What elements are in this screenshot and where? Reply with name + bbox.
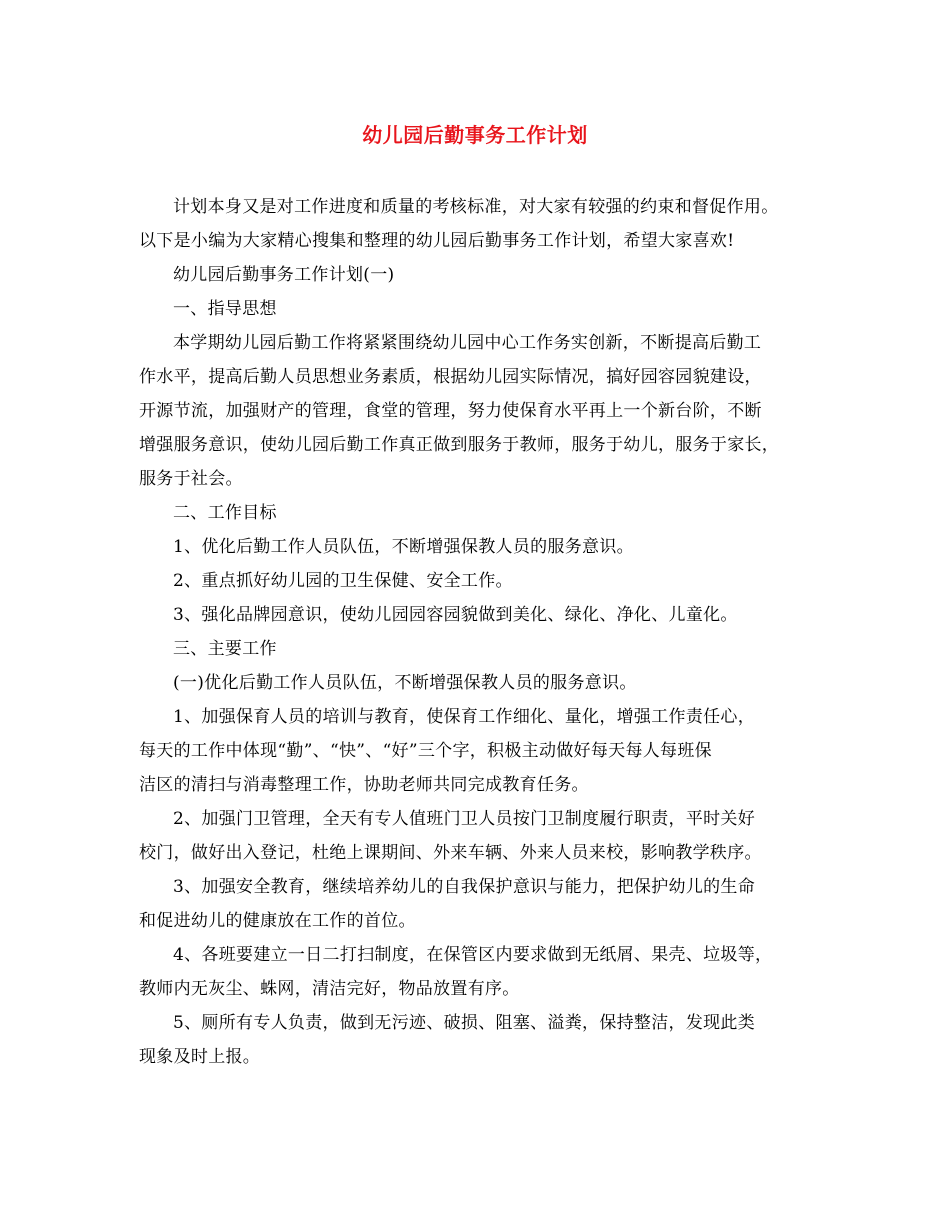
paragraph-line: 教师内无灰尘、蛛网，清洁完好，物品放置有序。 <box>139 979 520 999</box>
paragraph-line: 1、加强保育人员的培训与教育，使保育工作细化、量化，增强工作责任心， <box>173 707 756 727</box>
paragraph <box>139 802 829 870</box>
paragraph-line: 服务于社会。 <box>139 469 243 489</box>
paragraph <box>139 326 829 496</box>
paragraph-line: 三、主要工作 <box>173 639 277 659</box>
paragraph <box>139 258 829 292</box>
paragraph <box>139 496 829 530</box>
paragraph-line: 3、强化品牌园意识，使幼儿园园容园貌做到美化、绿化、净化、儿童化。 <box>173 605 738 625</box>
paragraph-line: 1、优化后勤工作人员队伍，不断增强保教人员的服务意识。 <box>173 537 634 557</box>
paragraph <box>139 530 829 564</box>
paragraph <box>139 1006 829 1074</box>
paragraph <box>139 292 829 326</box>
paragraph-line: 作水平，提高后勤人员思想业务素质，根据幼儿园实际情况，搞好园容园貌建设， <box>139 367 762 387</box>
paragraph <box>139 632 829 666</box>
paragraph-line: 2、加强门卫管理，全天有专人值班门卫人员按门卫制度履行职责，平时关好 <box>173 809 756 829</box>
paragraph-line: 现象及时上报。 <box>139 1047 261 1067</box>
paragraph <box>139 666 829 700</box>
paragraph-line: 和促进幼儿的健康放在工作的首位。 <box>139 911 416 931</box>
paragraph-line: 开源节流，加强财产的管理，食堂的管理，努力使保育水平再上一个新台阶，不断 <box>139 401 762 421</box>
paragraph-line: 每天的工作中体现“勤”、“快”、“好”三个字，积极主动做好每天每人每班保 <box>139 741 712 761</box>
paragraph <box>139 870 829 938</box>
document-title: 幼儿园后勤事务工作计划 <box>362 123 588 147</box>
paragraph-line: (一)优化后勤工作人员队伍，不断增强保教人员的服务意识。 <box>173 673 637 693</box>
paragraph-line: 5、厕所有专人负责，做到无污迹、破损、阻塞、溢粪，保持整洁，发现此类 <box>173 1013 756 1033</box>
paragraph-line: 洁区的清扫与消毒整理工作，协助老师共同完成教育任务。 <box>139 775 589 795</box>
paragraph-line: 4、各班要建立一日二打扫制度，在保管区内要求做到无纸屑、果壳、垃圾等， <box>173 945 773 965</box>
paragraph <box>139 598 829 632</box>
paragraph-line: 以下是小编为大家精心搜集和整理的幼儿园后勤事务工作计划，希望大家喜欢! <box>139 231 735 251</box>
paragraph <box>139 564 829 598</box>
paragraph-line: 增强服务意识，使幼儿园后勤工作真正做到服务于教师，服务于幼儿，服务于家长， <box>139 435 780 455</box>
paragraph-line: 本学期幼儿园后勤工作将紧紧围绕幼儿园中心工作务实创新，不断提高后勤工 <box>173 333 762 353</box>
paragraph-line: 计划本身又是对工作进度和质量的考核标准，对大家有较强的约束和督促作用。 <box>173 197 779 217</box>
paragraph-line: 幼儿园后勤事务工作计划(一) <box>173 265 395 285</box>
paragraph-line: 一、指导思想 <box>173 299 277 319</box>
paragraph <box>139 700 829 802</box>
paragraph-line: 校门，做好出入登记，杜绝上课期间、外来车辆、外来人员来校，影响教学秩序。 <box>139 843 762 863</box>
paragraph <box>139 938 829 1006</box>
paragraph <box>139 190 829 258</box>
paragraph-line: 3、加强安全教育，继续培养幼儿的自我保护意识与能力，把保护幼儿的生命 <box>173 877 756 897</box>
document-body <box>139 190 829 1074</box>
paragraph-line: 二、工作目标 <box>173 503 277 523</box>
paragraph-line: 2、重点抓好幼儿园的卫生保健、安全工作。 <box>173 571 513 591</box>
